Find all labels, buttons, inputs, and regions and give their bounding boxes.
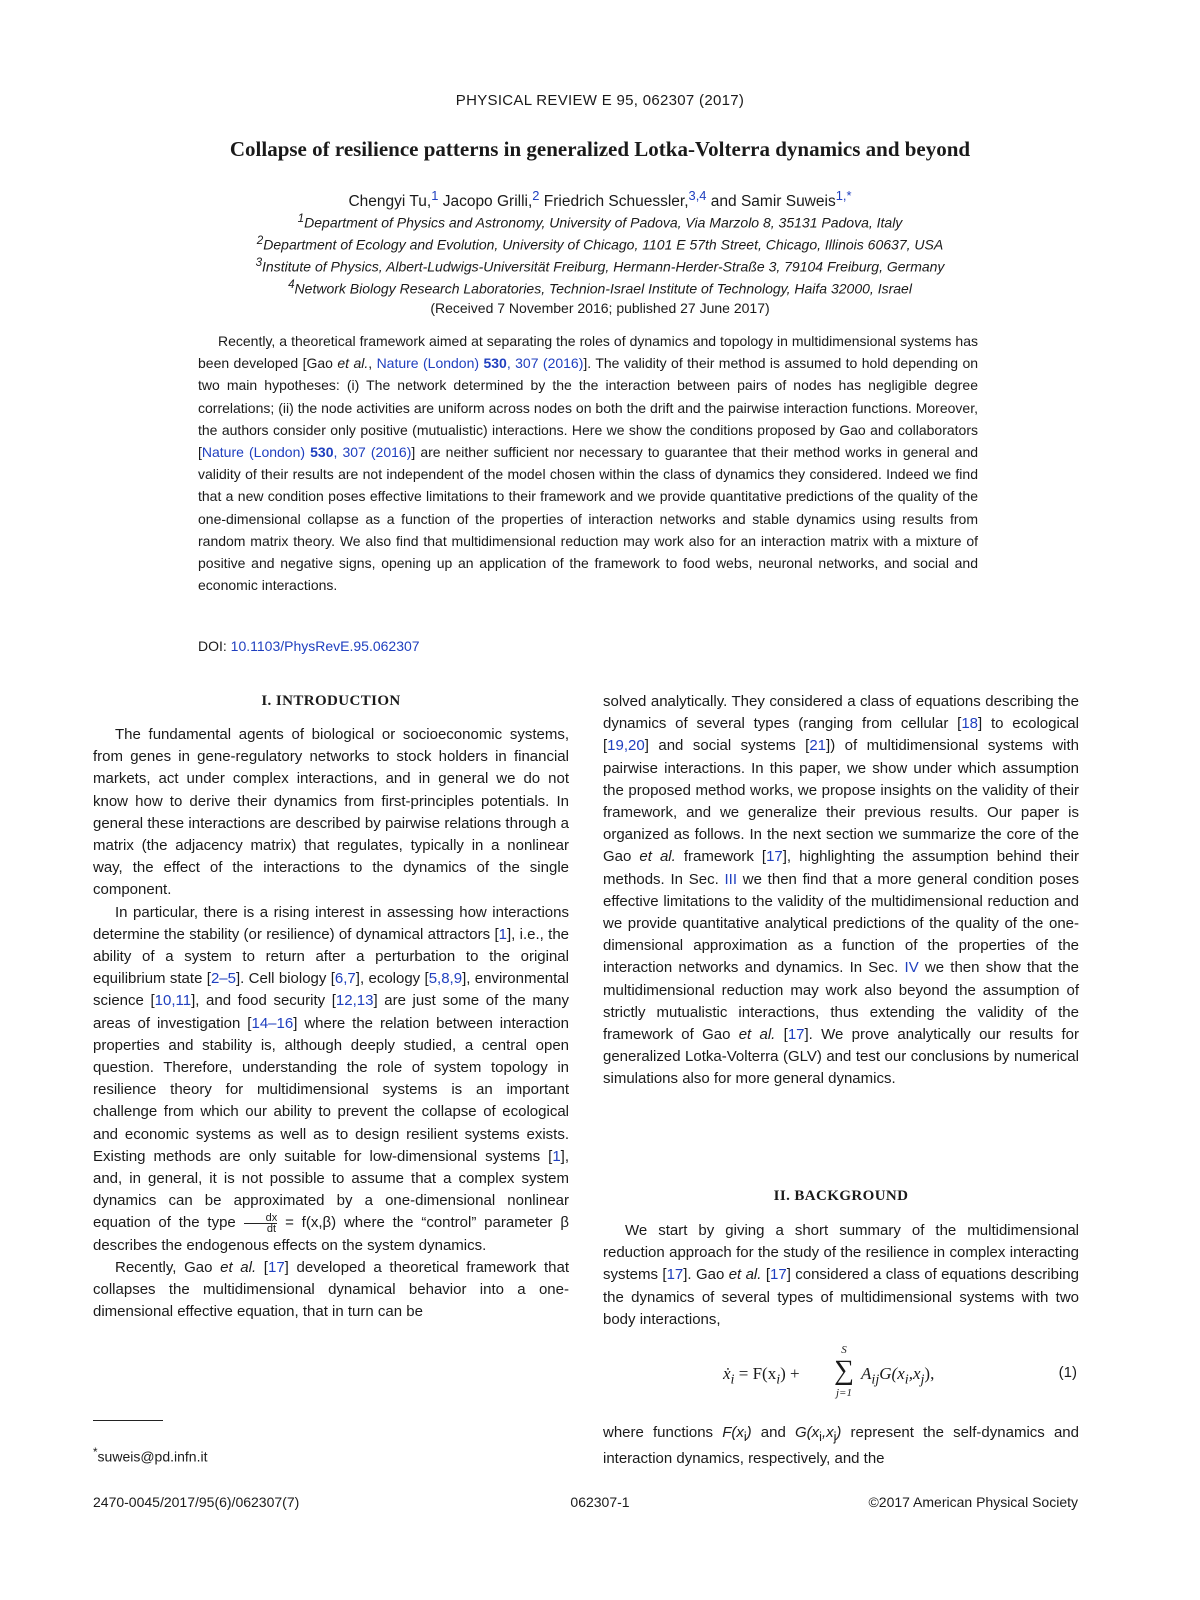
abstract: Recently, a theoretical framework aimed at separating the roles of dynamics and topology in multidimensional systems has been developed [Gao et al., Nature (London) 530, 307 (2016)]. The validity of their method is assumed to hold depending on two main hypotheses: (i) The network determined by the the interaction between pairs of nodes has negligible degree correlations; (ii) the node activities are uniform across nodes on both the drift and the pairwise interaction functions. Moreover, the authors consider only positive (mutualistic) interactions. Here we show the conditions proposed by Gao and collaborators [Nature (London) 530, 307 (2016)] are neither sufficient nor necessary to guarantee that their method works in general and validity of their results are not independent of the model chosen within the class of dynamics they considered. Indeed we find that a new condition poses effective limitations to their framework and we provide quantitative predictions of the quality of the one-dimensional collapse as a function of the properties of interaction networks and stable dynamics using results from random matrix theory. We also find that multidimensional reduction may work also for an interaction matrix with a mixture of positive and negative signs, opening up an application of the framework to food webs, neuronal networks, and social and economic interactions. [198, 333, 979, 594]
section-link[interactable]: III [724, 870, 737, 888]
doi-line [198, 638, 420, 654]
author-name: Jacopo Grilli, [438, 193, 533, 211]
footnote-rule [93, 1420, 163, 1421]
affiliation-ref[interactable]: 3,4 [688, 188, 707, 203]
equation-number: (1) [1058, 1364, 1077, 1381]
reference-link[interactable]: 2–5 [210, 970, 236, 988]
reference-link[interactable]: 19,20 [607, 737, 645, 755]
summation: S ∑ j=1 [834, 1344, 854, 1399]
author-name: Friedrich Schuessler, [539, 193, 689, 211]
section-heading: II. BACKGROUND [773, 1188, 909, 1204]
reference-link[interactable]: 17 [666, 1266, 684, 1284]
reference-link[interactable]: 1 [552, 1147, 561, 1165]
author-name: and Samir Suweis [706, 193, 836, 211]
affiliation: $^3$Institute of Physics, Albert-Ludwigs-Universität Freiburg, Hermann-Herder-Straße 3, 79104 Freiburg, Germany [255, 256, 945, 275]
reference-link[interactable]: 10,11 [154, 992, 192, 1010]
reference-link[interactable]: 14–16 [251, 1014, 294, 1032]
reference-link[interactable]: 1 [498, 925, 507, 943]
footer-copyright: ©2017 American Physical Society [868, 1494, 1078, 1510]
reference-link[interactable]: 18 [961, 715, 979, 733]
paragraph: We start by giving a short summary of the multidimensional reduction approach for the study of the resilience in complex interacting systems [17]. Gao et al. [17] considered a class of equations describing the dynamics of several types of multidimensional systems with two body interactions, [603, 1222, 1079, 1328]
section-heading: I. INTRODUCTION [261, 693, 401, 709]
equation-rhs: $A_{ij}G(x_i,x_j)$, [861, 1364, 935, 1388]
citation-link[interactable]: Nature (London) 530, 307 (2016) [376, 355, 584, 372]
affiliation: $^2$Department of Ecology and Evolution, University of Chicago, 1101 E 57th Street, Chicago, Illinois 60637, USA [256, 234, 944, 253]
right-column-body-2 [603, 1220, 1079, 1331]
reference-link[interactable]: 5,8,9 [428, 970, 463, 988]
left-column-body [93, 724, 569, 1323]
reference-link[interactable]: 17 [770, 1266, 787, 1284]
affiliation-ref[interactable]: 1 [431, 188, 439, 203]
reference-link[interactable]: 17 [766, 848, 783, 866]
journal-header: PHYSICAL REVIEW E 95, 062307 (2017) [455, 92, 745, 109]
reference-link[interactable]: 21 [809, 737, 827, 755]
author-name: Chengyi Tu, [348, 193, 432, 211]
right-column-body-3 [603, 1422, 1079, 1470]
affiliation: $^4$Network Biology Research Laboratories, Technion-Israel Institute of Technology, Haifa 32000, Israel [288, 278, 912, 297]
doi-link[interactable]: 10.1103/PhysRevE.95.062307 [230, 638, 420, 654]
paragraph: In particular, there is a rising interest in assessing how interactions determine the stability (or resilience) of dynamical attractors [1], i.e., the ability of a system to return after a perturbation to the original equilibrium state [2–5]. Cell biology [6,7], ecology [5,8,9], environmental science [10,11], and food security [12,13] are just some of the many areas of investigation [14–16] where the relation between interaction properties and stability is, although deeply studied, a central open question. Therefore, understanding the role of system topology in resilience theory for multidimensional systems is an important challenge from which our ability to prevent the collapse of ecological and economic systems as well as to design resilient systems exists. Existing methods are only suitable for low-dimensional systems [1], and, in general, it is not possible to assume that a complex system dynamics can be approximated by a one-dimensional nonlinear equation of the type $\frac{dx}{dt}$ = f(x,β) where the “control” parameter β describes the endogenous effects on the system dynamics. [93, 903, 570, 1254]
reference-link[interactable]: 17 [267, 1258, 285, 1276]
right-column-body [603, 691, 1079, 1091]
paragraph: The fundamental agents of biological or socioeconomic systems, from genes in gene-regulatory networks to stock holders in financial markets, act under complex interactions, and in general we do not know how to derive their dynamics from first-principles potentials. In general these interactions are described by pairwise relations through a matrix (the adjacency matrix) that regulates, typically in a nonlinear way, the effect of the interactions to the dynamics of the single component. [93, 726, 569, 899]
equation-1 [603, 1340, 1079, 1416]
footer-page-number: 062307-1 [570, 1494, 630, 1510]
received-dates: (Received 7 November 2016; published 27 June 2017) [430, 300, 770, 316]
citation-link[interactable]: Nature (London) 530, 307 (2016) [201, 444, 412, 461]
reference-link[interactable]: 6,7 [334, 970, 356, 988]
corresponding-email: *suweis@pd.infn.it [93, 1446, 208, 1465]
paragraph: solved analytically. They considered a class of equations describing the dynamics of several types (ranging from cellular [18] to ecological [19,20] and social systems [21]) of multidimensional systems with pairwise interactions. In this paper, we show under which assumption the proposed method works, we propose insights on the validity of their framework, and we generalize their previous results. Our paper is organized as follows. In the next section we summarize the core of the Gao et al. framework [17], highlighting the assumption behind their methods. In Sec. III we then find that a more general condition poses effective limitations to the validity of the multidimensional reduction and we provide quantitative analytical predictions of the quality of the one-dimensional approximation as a function of the properties of the interaction networks and dynamics. In Sec. IV we then show that the multidimensional reduction may work also beyond the assumption of strictly mutualistic interactions, thus extending the validity of the framework of Gao et al. [17]. We prove analytically our results for generalized Lotka-Volterra (GLV) and test our conclusions by numerical simulations also for more general dynamics. [603, 693, 1079, 1088]
author-list [0, 188, 1200, 211]
paragraph: where functions $F(x_i)$ and $G(x_i,x_j)$ represent the self-dynamics and interaction dynamics, respectively, and the [603, 1424, 1079, 1468]
footer-issn: 2470-0045/2017/95(6)/062307(7) [93, 1494, 300, 1510]
doi-label: DOI: [198, 638, 231, 654]
paper-title: Collapse of resilience patterns in generalized Lotka-Volterra dynamics and beyond [229, 137, 971, 161]
affiliation-ref[interactable]: 2 [532, 188, 540, 203]
reference-link[interactable]: 17 [787, 1026, 805, 1044]
paragraph: Recently, Gao et al. [17] developed a theoretical framework that collapses the multidimensional dynamical behavior into a one-dimensional effective equation, that in turn can be [93, 1258, 569, 1321]
equation-body: ẋ$_i$ = $F(x_i)$ + [723, 1364, 800, 1388]
affiliation: $^1$Department of Physics and Astronomy, University of Padova, Via Marzolo 8, 35131 Padova, Italy [297, 212, 903, 231]
section-link[interactable]: IV [904, 959, 919, 977]
derivative-fraction: $\frac{dx}{dt}$ [244, 1213, 278, 1234]
reference-link[interactable]: 12,13 [335, 992, 374, 1010]
affiliation-ref[interactable]: 1,* [835, 188, 852, 203]
